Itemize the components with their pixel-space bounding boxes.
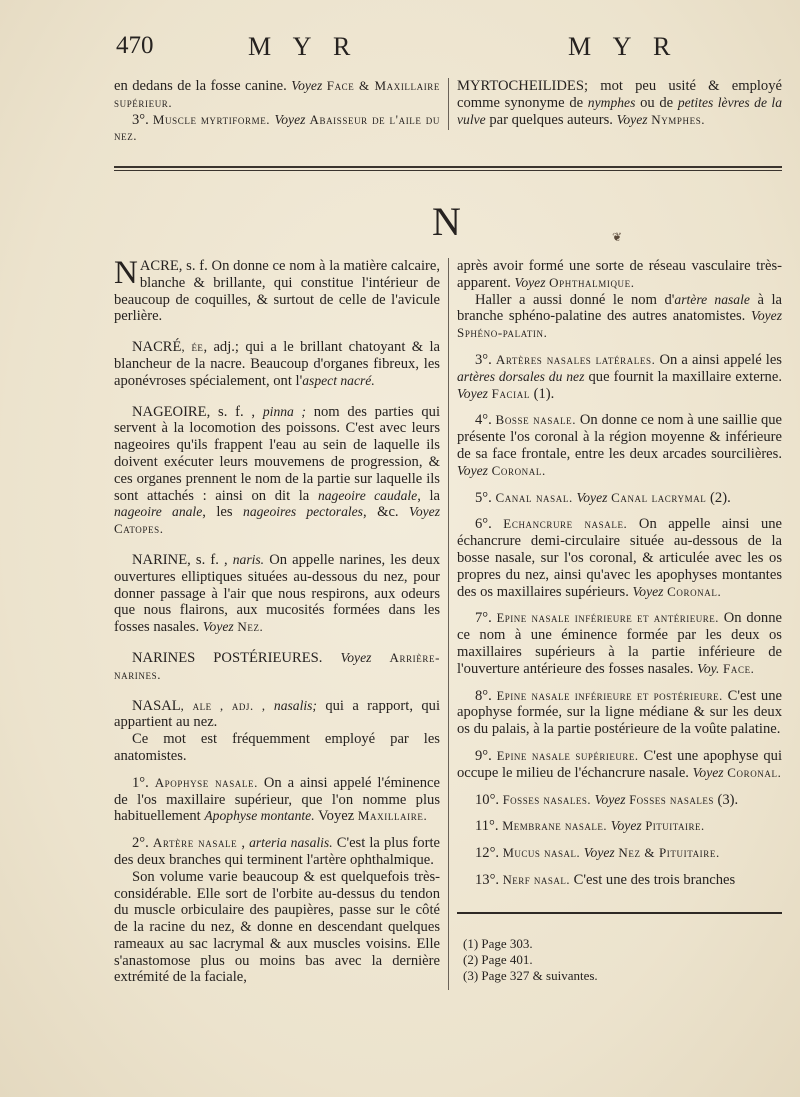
entry-nacre: NACRE, s. f. On donne ce nom à la matière calcaire, blanche & brillante, qui constitue l'intérieur de beaucoup de coquilles, & surtout de celle de l'avicule perlière. [114,255,440,325]
nasal-item-7: 7°. Epine nasale inférieure et antérieure. On donne ce nom à une éminence formée par les deux os maxillaires supérieurs à la partie inférieure de l'ouverture antérieure des fosses nasales. Voy. Face. [457,610,782,677]
nasal-item-2-cont: Son volume varie beaucoup & est quelquefois très-considérable. Elle sort de l'orbite au-dessus du tendon du muscle orbiculaire des paupières, passe sur le côté de la racine du nez, & donne en descendant quelques rameaux au sac lacrymal & aux muscles voisins. Elle s'anastomose plus ou moins bas avec la dernière extrémité de la faciale, [114,868,440,986]
nasal-item-12: 12°. Mucus nasal. Voyez Nez & Pituitaire. [475,845,720,862]
right-column [457,258,782,889]
entry-nasal: NASAL, ale , adj. , nasalis; qui a rapport, qui appartient au nez. [114,697,440,731]
entry-narine: NARINE, s. f. , naris. On appelle narines, les deux ouvertures elliptiques situées au-dessous du nez, pour donner passage à l'air que nous respirons, aux odeurs que nous flairons, aux mucosités formées dans les fosses nasales. Voyez Nez. [114,551,440,636]
nasal-item-11: 11°. Membrane nasale. Voyez Pituitaire. [475,818,705,835]
right-cont-1: après avoir formé une sorte de réseau vasculaire très-apparent. Voyez Ophthalmique. [457,258,782,291]
right-running-head: M Y R [568,32,679,61]
entry-nageoire: NAGEOIRE, s. f. , pinna ; nom des parties qui servent à la locomotion des poissons. C'est avec leurs nageoires qu'ils frappent l'eau au sein de laquelle ils doivent exécuter leurs mouvemens de progression, & ces organes prennent le nom de la partie sur laquelle ils sont attachés : ainsi on dit la nageoire caudale, la nageoire anale, les nageoires pectorales, &c. Voyez Catopes. [114,403,441,537]
section-rule-thin [114,170,782,171]
section-letter: N [432,199,461,244]
nasal-usage: Ce mot est fréquemment employé par les anatomistes. [114,731,440,764]
entry-narines-posterieures: NARINES POSTÉRIEURES. Voyez Arrière-narines. [114,649,441,682]
top-right-column [457,78,782,128]
entry-nacre-adj: NACRÉ, ée, adj.; qui a le brillant chatoyant & la blancheur de la nacre. Beaucoup d'organes fibreux, les aponévroses spécialement, ont l'aspect nacré. [114,339,440,389]
entry-myrtocheilides: MYRTOCHEILIDES; mot peu usité & employé comme synonyme de nymphes ou de petites lèvres de la vulve par quelques auteurs. Voyez Nymphes. [457,78,782,128]
top-left-column [114,78,440,145]
nasal-item-3: 3°. Artères nasales latérales. On a ainsi appelé les artères dorsales du nez que fournit la maxillaire externe. Voyez Facial (1). [457,351,782,402]
top-left-line1: en dedans de la fosse canine. Voyez Face & Maxillaire supérieur. [114,78,441,110]
running-header [0,30,800,70]
column-divider [448,258,449,990]
nasal-item-8: 8°. Epine nasale inférieure et postérieure. C'est une apophyse formée, sur la ligne médiane & sur les deux os du palais, à la partie postérieure de la voûte palatine. [457,687,782,738]
footnotes [463,936,763,984]
nasal-item-6: 6°. Echancrure nasale. On appelle ainsi une échancrure demi-circulaire située au-dessous de la bosse nasale, sur l'os coronal, & articulée avec les os propres du nez, ainsi qu'avec les apophyses montantes des os maxillaires supérieurs. Voyez Coronal. [457,516,783,600]
nasal-item-2: 2°. Artère nasale , arteria nasalis. C'est la plus forte des deux branches qui terminent l'artère ophthalmique. [114,835,440,868]
footnote-rule [457,912,782,914]
footnote-3: (3) Page 327 & suivantes. [463,968,598,983]
nasal-item-5: 5°. Canal nasal. Voyez Canal lacrymal (2). [475,489,731,506]
nasal-item-4: 4°. Bosse nasale. On donne ce nom à une saillie que présente l'os coronal à la région moyenne & inférieure de sa face frontale, entre les deux arcades sourcilières. Voyez Coronal. [457,412,783,478]
section-rule-thick [114,166,782,168]
nasal-item-13: 13°. Nerf nasal. C'est une des trois branches [475,871,736,888]
nasal-item-9: 9°. Epine nasale supérieure. C'est une apophyse qui occupe le milieu de l'échancrure nasale. Voyez Coronal. [457,747,782,781]
column-divider-top [448,78,449,130]
top-left-item3: 3°. Muscle myrtiforme. Voyez Abaisseur de l'aile du nez. [114,111,440,144]
nasal-item-10: 10°. Fosses nasales. Voyez Fosses nasales (3). [475,791,739,808]
footnote-1: (1) Page 303. [463,936,533,951]
footnote-2: (2) Page 401. [463,952,533,967]
ornament-icon: ❦ [612,230,623,244]
page-number: 470 [116,32,154,59]
left-running-head: M Y R [248,32,359,61]
nasal-item-1: 1°. Apophyse nasale. On a ainsi appelé l'éminence de l'os maxillaire supérieur, que l'on nomme plus habituellement Apophyse montante. Voyez Maxillaire. [114,774,441,825]
left-column [114,255,441,986]
right-cont-2: Haller a aussi donné le nom d'artère nasale à la branche sphéno-palatine des autres anatomistes. Voyez Sphéno-palatin. [457,291,783,341]
